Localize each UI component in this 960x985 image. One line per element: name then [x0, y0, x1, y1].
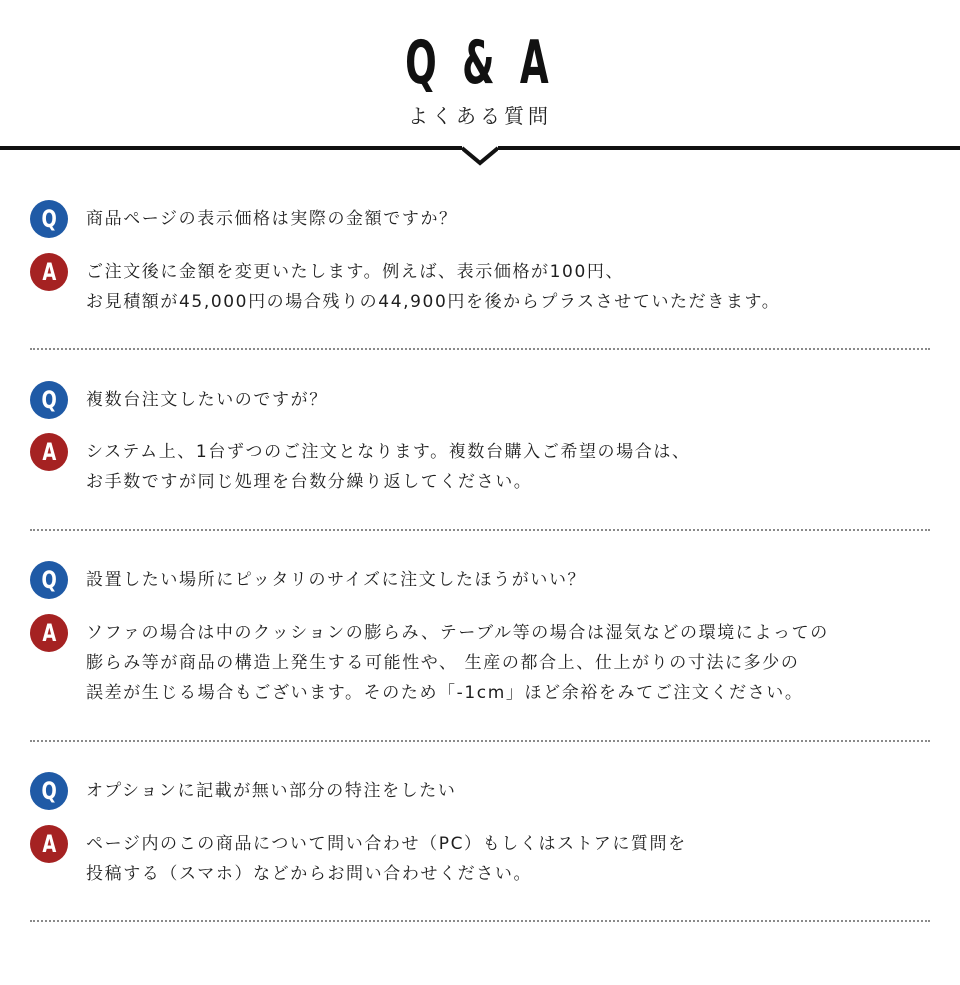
answer-row-3	[30, 614, 829, 708]
page-title: Q & A	[405, 28, 555, 98]
page-subtitle: よくある質問	[408, 104, 552, 128]
question-row-1	[30, 200, 458, 238]
question-text-3: 設置したい場所にピッタリのサイズに注文したほうがいい？	[86, 570, 587, 590]
question-badge: Q	[30, 772, 68, 810]
divider	[30, 529, 930, 531]
answer-text-1: ご注文後に金額を変更いたします。例えば、表示価格が100円、 お見積額が45,000円の場合残りの44,900円を後からプラスさせていただきます。	[86, 262, 781, 312]
down-arrow-notch-icon	[462, 146, 498, 166]
answer-badge: A	[30, 433, 68, 471]
question-badge: Q	[30, 200, 68, 238]
answer-row-4	[30, 825, 687, 889]
answer-row-2	[30, 433, 691, 497]
divider	[30, 920, 930, 922]
answer-text-4: ページ内のこの商品について問い合わせ（PC）もしくはストアに質問を 投稿する（スマホ）などからお問い合わせください。	[86, 834, 687, 884]
answer-badge: A	[30, 614, 68, 652]
question-row-2	[30, 381, 328, 419]
question-text-4: オプションに記載が無い部分の特注をしたい	[86, 781, 457, 801]
question-text-2: 複数台注文したいのですが？	[86, 390, 328, 410]
qa-header	[0, 0, 960, 165]
question-badge: Q	[30, 561, 68, 599]
divider	[30, 348, 930, 350]
answer-text-3: ソファの場合は中のクッションの膨らみ、テーブル等の場合は湿気などの環境によっての 膨らみ等が商品の構造上発生する可能性や、 生産の都合上、仕上がりの寸法に多少の 誤差が生じる場合もございます。そのため「-1cm」ほど余裕をみてご注文ください。	[86, 623, 829, 703]
answer-badge: A	[30, 825, 68, 863]
answer-text-2: システム上、1台ずつのご注文となります。複数台購入ご希望の場合は、 お手数ですが同じ処理を台数分繰り返してください。	[86, 442, 691, 492]
question-badge: Q	[30, 381, 68, 419]
answer-badge: A	[30, 253, 68, 291]
divider	[30, 740, 930, 742]
question-text-1: 商品ページの表示価格は実際の金額ですか？	[86, 209, 458, 229]
question-row-3	[30, 561, 586, 599]
question-row-4	[30, 772, 456, 810]
answer-row-1	[30, 253, 780, 317]
